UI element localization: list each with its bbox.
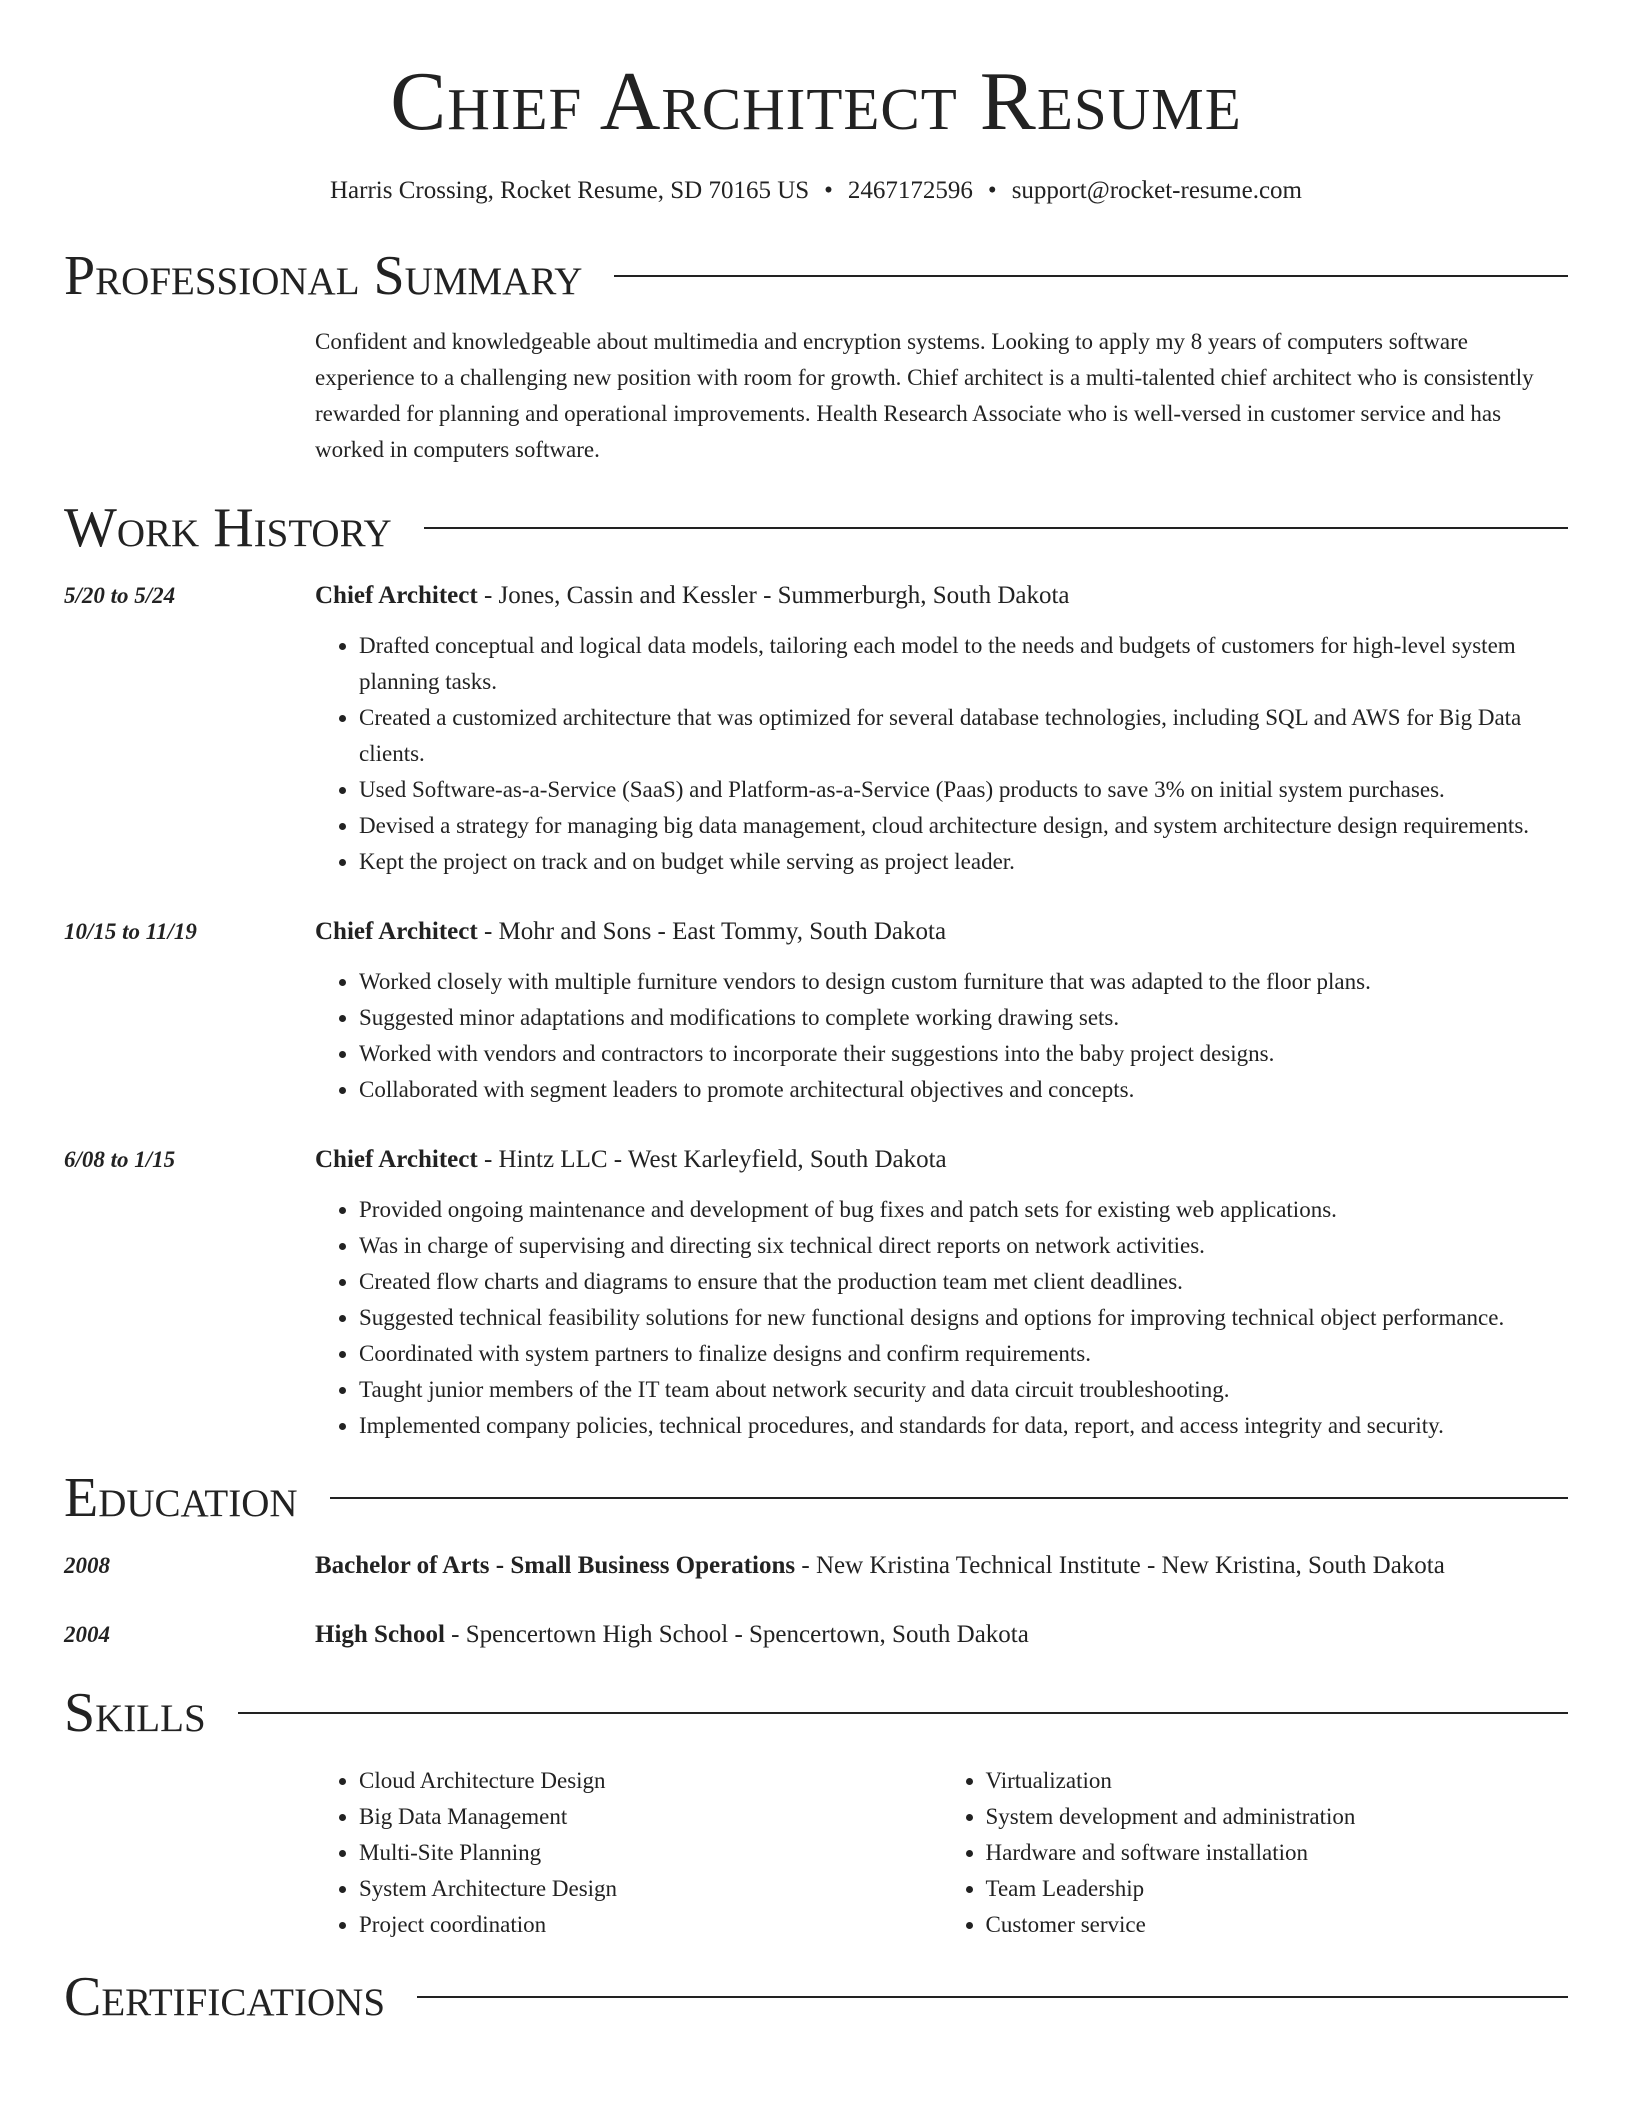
work-section-header <box>64 490 1568 566</box>
job-bullet: • Worked closely with multiple furniture vendors to design custom furniture that was adapted to the floor plans. <box>359 964 1568 1000</box>
job-bullet: • Was in charge of supervising and directing six technical direct reports on network activities. <box>359 1228 1568 1264</box>
job-entry <box>64 914 1568 1108</box>
education-degree: Bachelor of Arts - Small Business Operations <box>315 1552 796 1579</box>
education-details: - New Kristina Technical Institute - New Kristina, South Dakota <box>795 1552 1445 1579</box>
job-dates: 6/08 to 1/15 <box>64 1147 176 1172</box>
job-heading <box>315 578 1568 614</box>
job-title: Chief Architect <box>315 918 478 945</box>
skill-item: • Big Data Management <box>359 1799 942 1835</box>
job-title: Chief Architect <box>315 1146 478 1173</box>
education-body <box>315 1617 1568 1653</box>
skill-item: • Hardware and software installation <box>986 1835 1569 1871</box>
summary-heading: Professional Summary <box>64 245 583 307</box>
certifications-section-header <box>64 1959 1568 2035</box>
summary-text: Confident and knowledgeable about multimedia and encryption systems. Looking to apply my 8 years of computers software experience to a challenging new position with room for growth. Chief architect is a multi-talented chief architect who is consistently rewarded for planning and operational improvements. Health Research Associate who is well-versed in customer service and has worked in computers software. <box>315 329 1534 462</box>
job-dates: 5/20 to 5/24 <box>64 583 176 608</box>
skills-section-header <box>64 1675 1568 1751</box>
job-bullet: • Drafted conceptual and logical data models, tailoring each model to the needs and budgets of customers for high-level system planning tasks. <box>359 628 1568 700</box>
job-bullet: • Devised a strategy for managing big data management, cloud architecture design, and system architecture design requirements. <box>359 808 1568 844</box>
skill-item: • Customer service <box>986 1907 1569 1943</box>
skill-item: • System Architecture Design <box>359 1871 942 1907</box>
job-bullets <box>315 628 1568 880</box>
job-heading <box>315 1142 1568 1178</box>
job-bullet: • Coordinated with system partners to finalize designs and confirm requirements. <box>359 1336 1568 1372</box>
job-bullets <box>315 1192 1568 1444</box>
contact-separator: • <box>824 177 833 204</box>
section-divider <box>417 1996 1568 1998</box>
skill-item: • Cloud Architecture Design <box>359 1763 942 1799</box>
job-bullet: • Kept the project on track and on budget while serving as project leader. <box>359 844 1568 880</box>
education-section-header <box>64 1460 1568 1536</box>
education-body <box>315 1548 1568 1584</box>
resume-page <box>64 0 1568 2035</box>
job-title: Chief Architect <box>315 582 478 609</box>
job-bullet: • Provided ongoing maintenance and development of bug fixes and patch sets for existing web applications. <box>359 1192 1568 1228</box>
job-bullet: • Worked with vendors and contractors to incorporate their suggestions into the baby project designs. <box>359 1036 1568 1072</box>
skill-item: • System development and administration <box>986 1799 1569 1835</box>
contact-phone: 2467172596 <box>847 177 973 204</box>
summary-section-header <box>64 238 1568 314</box>
job-bullet: • Created a customized architecture that was optimized for several database technologies, including SQL and AWS for Big Data clients. <box>359 700 1568 772</box>
job-bullets <box>315 964 1568 1108</box>
education-heading: Education <box>64 1467 298 1529</box>
education-entry <box>64 1617 1568 1653</box>
section-divider <box>614 275 1568 277</box>
education-heading-line <box>315 1617 1568 1653</box>
contact-email: support@rocket-resume.com <box>1011 177 1302 204</box>
work-heading: Work History <box>64 497 392 559</box>
contact-line <box>64 174 1568 208</box>
section-divider <box>238 1712 1568 1714</box>
job-body <box>315 578 1568 880</box>
education-degree: High School <box>315 1621 445 1648</box>
education-year: 2004 <box>64 1622 110 1647</box>
job-bullet: • Collaborated with segment leaders to promote architectural objectives and concepts. <box>359 1072 1568 1108</box>
certifications-heading: Certifications <box>64 1966 386 2028</box>
job-bullet: • Taught junior members of the IT team about network security and data circuit troubleshooting. <box>359 1372 1568 1408</box>
job-bullet: • Suggested technical feasibility solutions for new functional designs and options for improving technical object performance. <box>359 1300 1568 1336</box>
job-heading <box>315 914 1568 950</box>
skill-item: • Project coordination <box>359 1907 942 1943</box>
contact-separator: • <box>987 177 997 204</box>
skill-item: • Multi-Site Planning <box>359 1835 942 1871</box>
job-body <box>315 914 1568 1108</box>
skill-item: • Virtualization <box>986 1763 1569 1799</box>
job-details: - Hintz LLC - West Karleyfield, South Dakota <box>477 1146 947 1173</box>
job-bullet: • Suggested minor adaptations and modifications to complete working drawing sets. <box>359 1000 1568 1036</box>
job-bullet: • Used Software-as-a-Service (SaaS) and Platform-as-a-Service (Paas) products to save 3% on initial system purchases. <box>359 772 1568 808</box>
section-divider <box>424 527 1568 529</box>
skills-column-left <box>315 1763 942 1943</box>
job-details: - Mohr and Sons - East Tommy, South Dakota <box>477 918 947 945</box>
education-details: - Spencertown High School - Spencertown, South Dakota <box>444 1621 1029 1648</box>
education-year: 2008 <box>64 1553 110 1578</box>
education-heading-line <box>315 1548 1568 1584</box>
education-entry <box>64 1548 1568 1584</box>
job-dates: 10/15 to 11/19 <box>64 919 197 944</box>
skill-item: • Team Leadership <box>986 1871 1569 1907</box>
contact-address: Harris Crossing, Rocket Resume, SD 70165 US <box>330 177 810 204</box>
job-bullet: • Created flow charts and diagrams to ensure that the production team met client deadlines. <box>359 1264 1568 1300</box>
section-divider <box>330 1497 1568 1499</box>
job-details: - Jones, Cassin and Kessler - Summerburgh, South Dakota <box>477 582 1070 609</box>
job-body <box>315 1142 1568 1444</box>
job-entry <box>64 578 1568 880</box>
document-title: Chief Architect Resume <box>390 55 1242 148</box>
skills-heading: Skills <box>64 1682 206 1744</box>
job-entry <box>64 1142 1568 1444</box>
skills-list <box>315 1763 1568 1943</box>
job-bullet: • Implemented company policies, technical procedures, and standards for data, report, and access integrity and security. <box>359 1408 1568 1444</box>
skills-column-right <box>942 1763 1569 1943</box>
